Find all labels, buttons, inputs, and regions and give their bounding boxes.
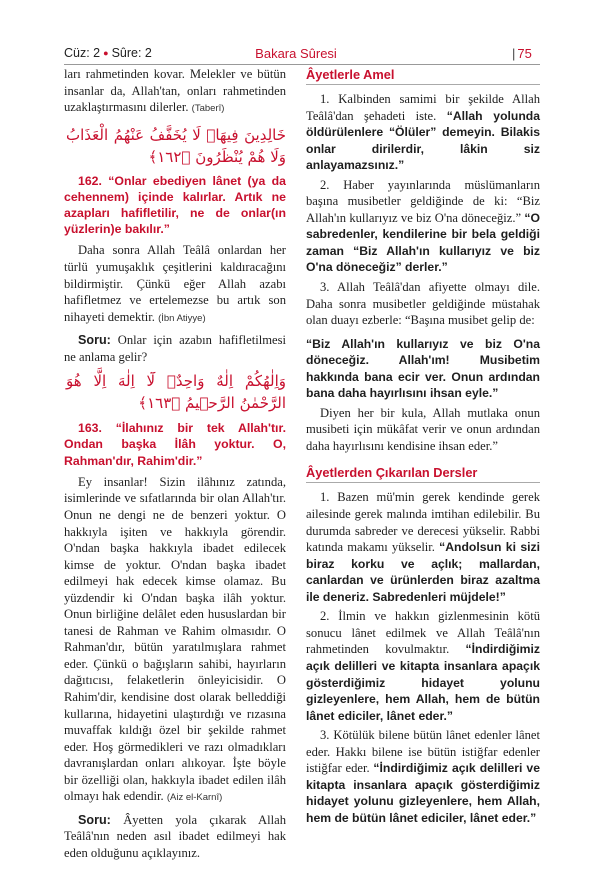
amel-item-2 (306, 177, 540, 276)
source-aiz-el-karni: (Aiz el-Karnî) (166, 792, 223, 804)
paragraph-162 (64, 242, 286, 327)
separator-dot-icon: ● (103, 48, 109, 58)
page-number-divider: | (512, 46, 516, 61)
cuz-label: Cüz: 2 (64, 46, 101, 60)
page-header (0, 0, 592, 62)
amel-item-3-continued: Diyen her bir kula, Allah mutlaka onun musibeti için mükâfat verir ve onun ardından daha hayırlısını kendisine ihsan eder.” (306, 405, 540, 453)
page-number-box (512, 46, 532, 61)
section-divider-2 (306, 482, 540, 483)
arabic-verse-162 (64, 124, 286, 168)
arabic-verse-162-text: خَالِدِينَ فِيهَاۚ لَا يُخَفَّفُ عَنْهُمُ الْعَذَابُ وَلَا هُمْ يُنْظَرُونَ (66, 125, 286, 166)
surah-title: Bakara Sûresi (255, 46, 337, 61)
ders-item-2-verse: “İndirdiğimiz açık delilleri ve kitapta insanlara apaçık gösterdiğimiz hidayet yolunu gizleyenlere, hem Allah, hem de bütün lânet ediciler, lânet eder.” (306, 642, 540, 723)
source-ibn-atiyye: (İbn Atiyye) (158, 312, 206, 324)
ders-item-3 (306, 727, 540, 826)
source-taberi: (Taberî) (191, 103, 225, 115)
sure-label: Sûre: 2 (111, 46, 152, 60)
ders-item-3-text: 3. Kötülük bilene bütün lânet edenler lânet eder. Hakkı bilene ise bütün istiğfar edenler istiğfar eder. (306, 728, 540, 776)
paragraph-163-text: Ey insanlar! Sizin ilâhınız zatında, isimlerinde ve sıfatlarında bir olan Allah'tır. Onun ne dengi ne de benzeri yoktur. O hakkıyla işiten ve hakkıyla görendir. O'ndan başka hakkıyla ibadet edilecek kimse de yoktur. O'ndan başka ibadet edilmeyi hak edecek kimse olamaz. Bu yüzdendir ki O'ndan başka ilâh yoktur. Onun birliğine delâlet eden hususlardan bir tanesi de Rahman ve Rahim olmasıdır. O Rahman'dır, bütün yaratılmışlara rahmet eder. Çünkü o bağışların sahibi, hayırların dağıtıcısı, felaketlerin önleyicisidir. O Rahim'dir, kendisine dost olarak belleddiği kullarına, hidayetini ulaştırdığı ve rızasına muvaffak kıldığı özel bir şekilde rahmet eder. Hoş görmedikleri ve razı olmadıkları davranışlardan onları alıkoyar. İşte böyle bir özelliği olan, hakkıyla ibadet edilen ilâh olmayı hak edendir. (64, 474, 286, 804)
arabic-verse-163-text: وَاِلٰهُكُمْ اِلٰهٌ وَاحِدٌۚ لَٓا اِلٰهَ اِلَّا هُوَ الرَّحْمٰنُ الرَّح۪يمُ (66, 372, 286, 413)
ders-item-3-verse: “İndirdiğimiz açık delilleri ve kitapta insanlara apaçık gösterdiğimiz hidayet yolunu gizleyenlere, hem Allah, hem de bütün lânet ediciler, lânet eder.” (306, 761, 540, 825)
paragraph-intro (64, 66, 286, 118)
section-title-dersler: Âyetlerden Çıkarılan Dersler (306, 465, 478, 481)
question-2 (64, 812, 286, 862)
question-1-label: Soru: (78, 333, 111, 348)
dua-quote: “Biz Allah'ın kullarıyız ve biz O'na döneceğiz. Allah'ım! Musibetim hakkında bana ecir ver. Onun ardından bana daha hayırlısını ihsan eyle.” (306, 336, 540, 401)
ders-item-1 (306, 489, 540, 605)
ders-item-2 (306, 608, 540, 724)
ders-item-1-verse: “Andolsun ki sizi biraz korku ve açlık; mallardan, canlardan ve ürünlerden biraz azaltma ile deneriz. Sabredenleri müjdele!” (306, 540, 540, 604)
section-title-ayetlerle-amel: Âyetlerle Amel (306, 67, 395, 82)
amel-item-3: 3. Allah Teâlâ'dan afiyette olmayı dile. Daha sonra musibetler geldiğinde müstahak olan duayı ezberle: “Başına musibet gelip de: (306, 280, 540, 328)
verse-end-mark-162: ﴿١٦٢﴾ (148, 147, 191, 166)
amel-item-2-verse: “O sabredenler, kendilerine bir bela geldiği zaman “Biz Allah'ın kullarıyız ve biz O'na döneceğiz” derler.” (306, 210, 540, 275)
amel-item-1 (306, 91, 540, 174)
right-column (306, 66, 540, 826)
header-rule (64, 64, 540, 65)
amel-item-1-text: 1. Kalbinden samimi bir şekilde Allah Teâlâ'dan şehadeti iste. (306, 92, 540, 123)
paragraph-intro-text: ları rahmetinden kovar. Melekler ve bütün insanlar da, Allah'tan, onları rahmetinden uzaklaştırmasını dilerler. (64, 67, 286, 115)
question-2-text: Âyetten yola çıkarak Allah Teâlâ'nın neden asıl ibadet edilmeyi hak eden olduğunu açıklayınız. (64, 812, 286, 860)
amel-item-2-text: 2. Haber yayınlarında müslümanların başına musibetler geldiğinde de ki: “Biz Allah'ın kullarıyız ve biz O'na döneceğiz.” (306, 177, 540, 225)
question-1-text: Onlar için azabın hafifletilmesi ne anlama gelir? (64, 333, 286, 364)
verse-translation-162: 162. “Onlar ebediyen lânet (ya da cehennem) içinde kalırlar. Artık ne azapları hafifletilir, ne de onlar(ın yüzlerin)e bakılır.” (64, 173, 286, 237)
paragraph-163 (64, 474, 286, 807)
amel-item-1-verse: “Allah yolunda öldürülenlere “Ölüler” demeyin. Bilakis onlar dirilerdir, lâkin siz anlayamazsınız.” (306, 108, 541, 173)
left-column (64, 66, 286, 861)
section-divider-1 (306, 84, 540, 85)
verse-end-mark-163: ﴿١٦٣﴾ (138, 394, 181, 413)
page-number: 75 (517, 46, 532, 61)
question-1 (64, 332, 286, 365)
ders-item-1-text: 1. Bazen mü'min gerek kendinde gerek ailesinde gerek malında imtihan edilebilir. Bu durumda sabreder ve derecesi yükselir. Rabbi katında makamı yükselir. (306, 490, 540, 555)
verse-translation-163: 163. “İlahınız bir tek Allah'tır. Ondan başka İlâh yoktur. O, Rahman'dır, Rahim'dir.” (64, 421, 286, 468)
paragraph-162-text: Daha sonra Allah Teâlâ onlardan her türlü yumuşaklık çeşitlerini kaldıracağını bildirmiştir. Çünkü eğer Allah azabı hafifletmez ve ertelemezse bu artık son nihayeti demektir. (64, 243, 286, 324)
ders-item-2-text: 2. İlmin ve hakkın gizlenmesinin kötü sonucu lânet edilmek ve Allah Teâlâ'nın rahmetinden kovulmaktır. (306, 609, 540, 657)
question-2-label: Soru: (78, 812, 111, 827)
arabic-verse-163 (64, 370, 286, 414)
